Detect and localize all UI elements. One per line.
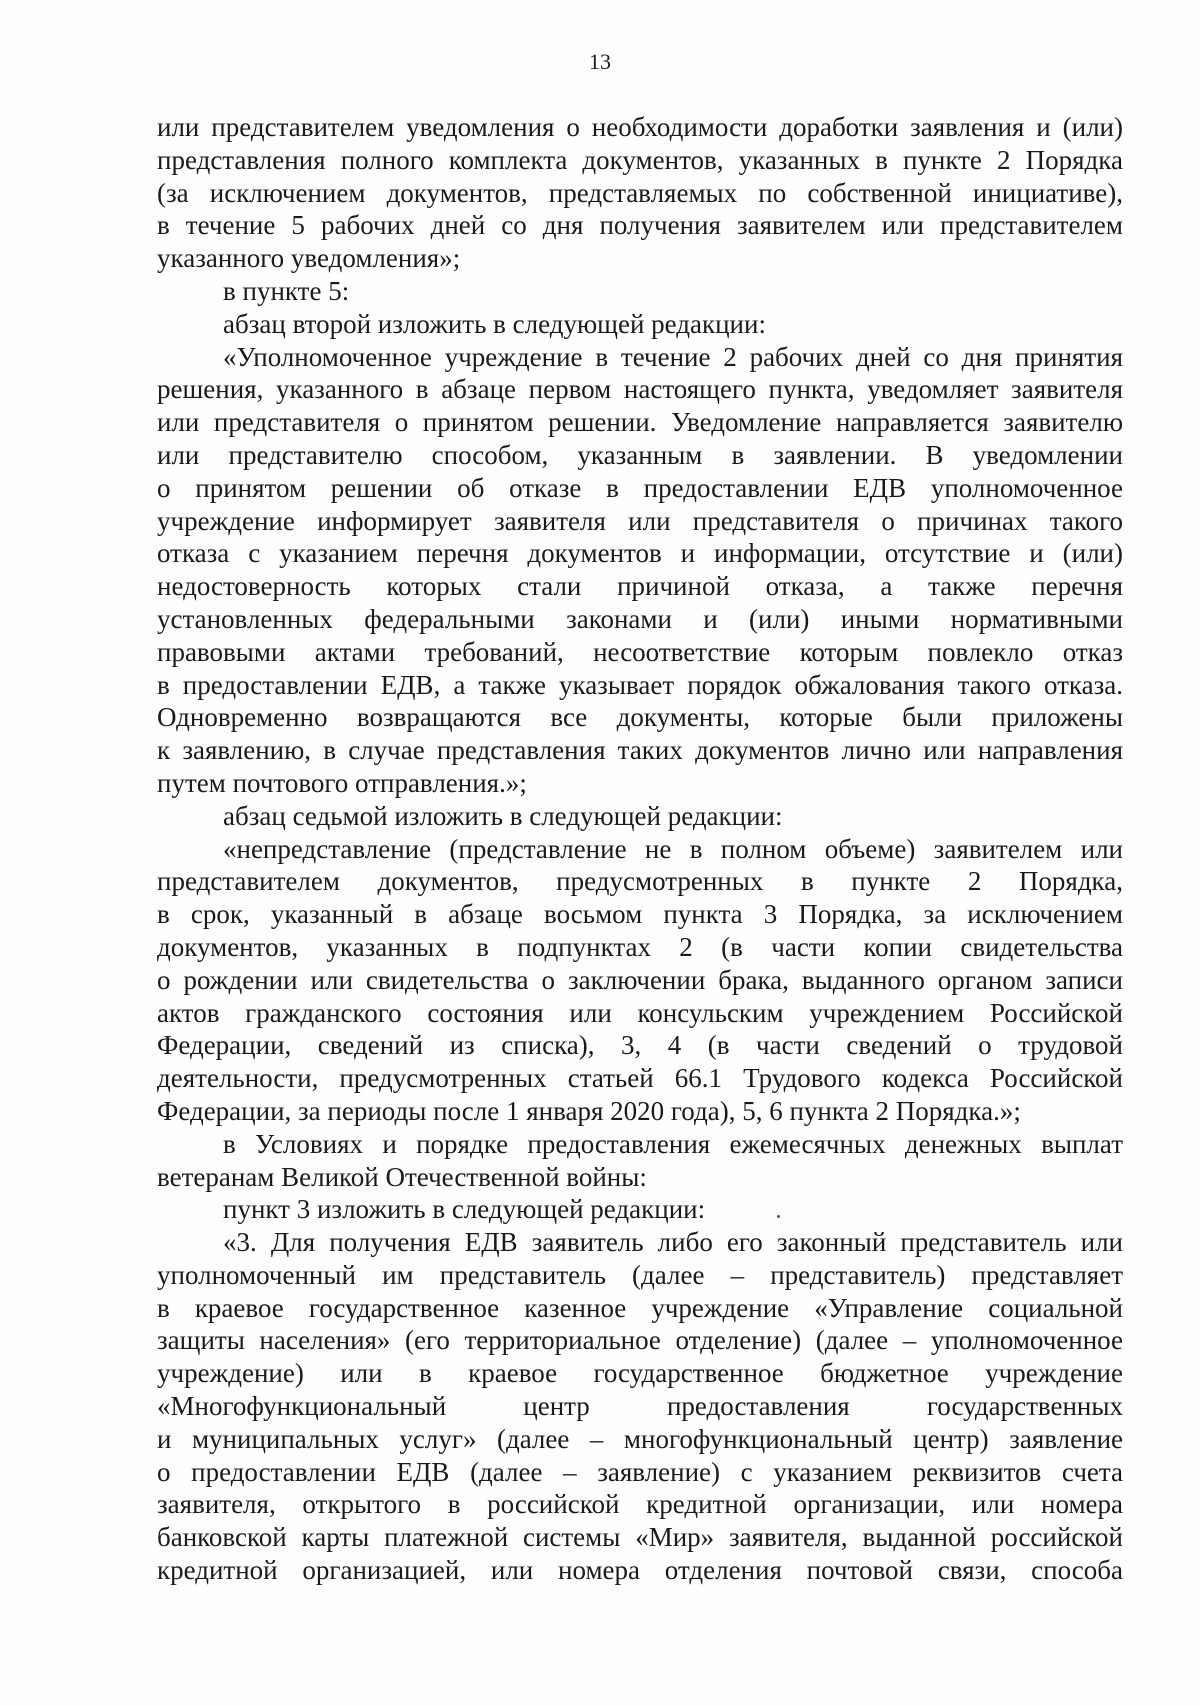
text-line: в течение 5 рабочих дней со дня получения заявителем или представителем [157,210,1123,241]
text-line: Федерации, за периоды после 1 января 2020 года), 5, 6 пункта 2 Порядка.»; [157,1095,1021,1126]
text-line: актов гражданского состояния или консульским учреждением Российской [157,997,1123,1028]
text-line: «непредставление (представление не в полном объеме) заявителем или [223,833,1123,864]
text-line: решения, указанного в абзаце первом настоящего пункта, уведомляет заявителя [157,374,1123,405]
text-line: учреждение информирует заявителя или представителя о причинах такого [157,505,1123,536]
text-line: Федерации, сведений из списка), 3, 4 (в части сведений о трудовой [157,1030,1123,1061]
text-line: о рождении или свидетельства о заключении брака, выданного органом записи [157,964,1123,995]
text-line: в пункте 5: [223,275,350,306]
text-line: в срок, указанный в абзаце восьмом пункта 3 Порядка, за исключением [157,899,1123,930]
text-line: недостоверность которых стали причиной отказа, а также перечня [157,571,1123,602]
text-line: к заявлению, в случае представления таких документов лично или направления [157,735,1123,766]
text-line: деятельности, предусмотренных статьей 66.1 Трудового кодекса Российской [157,1063,1123,1094]
text-line: в предоставлении ЕДВ, а также указывает порядок обжалования такого отказа. [157,669,1123,700]
text-line: «Многофункциональный центр предоставления государственных [157,1391,1123,1422]
text-line: правовыми актами требований, несоответствие которым повлекло отказ [157,636,1123,667]
text-line: документов, указанных в подпунктах 2 (в части копии свидетельства [157,931,1123,962]
text-line: «3. Для получения ЕДВ заявитель либо его законный представитель или [223,1227,1123,1258]
page-number: 13 [589,49,611,74]
text-line: установленных федеральными законами и (или) иными нормативными [157,603,1123,634]
scan-speck [777,1215,780,1218]
text-line: заявителя, открытого в российской кредитной организации, или номера [157,1489,1123,1520]
text-line: в краевое государственное казенное учреждение «Управление социальной [157,1292,1123,1323]
text-line: учреждение) или в краевое государственное бюджетное учреждение [157,1358,1123,1389]
text-line: ветеранам Великой Отечественной войны: [157,1161,647,1192]
text-line: отказа с указанием перечня документов и информации, отсутствие и (или) [157,538,1123,569]
text-line: «Уполномоченное учреждение в течение 2 рабочих дней со дня принятия [223,341,1123,372]
text-line: или представителем уведомления о необходимости доработки заявления и (или) [157,112,1123,142]
text-line: или представителя о принятом решении. Уведомление направляется заявителю [157,407,1123,438]
text-line: банковской карты платежной системы «Мир» заявителя, выданной российской [157,1522,1123,1553]
text-line: и муниципальных услуг» (далее – многофункциональный центр) заявление [157,1423,1123,1454]
text-line: о предоставлении ЕДВ (далее – заявление) с указанием реквизитов счета [157,1456,1123,1487]
text-line: защиты населения» (его территориальное отделение) (далее – уполномоченное [157,1325,1123,1356]
text-line: указанного уведомления»; [157,243,461,274]
document-body [157,111,1123,1587]
text-line: кредитной организацией, или номера отделения почтовой связи, способа [157,1555,1123,1586]
text-line: о принятом решении об отказе в предоставлении ЕДВ уполномоченное [157,472,1123,503]
text-line: пункт 3 изложить в следующей редакции: [223,1194,706,1225]
text-line: (за исключением документов, представляемых по собственной инициативе), [157,177,1123,208]
text-line: абзац второй изложить в следующей редакции: [223,308,766,339]
text-line: путем почтового отправления.»; [157,767,527,798]
text-line: в Условиях и порядке предоставления ежемесячных денежных выплат [223,1128,1123,1159]
text-line: Одновременно возвращаются все документы, которые были приложены [157,702,1123,733]
text-line: абзац седьмой изложить в следующей редакции: [223,800,783,831]
text-line: или представителю способом, указанным в заявлении. В уведомлении [157,439,1123,470]
text-line: представления полного комплекта документов, указанных в пункте 2 Порядка [157,144,1123,175]
text-line: уполномоченный им представитель (далее – представитель) представляет [157,1259,1123,1290]
text-line: представителем документов, предусмотренных в пункте 2 Порядка, [157,866,1123,897]
